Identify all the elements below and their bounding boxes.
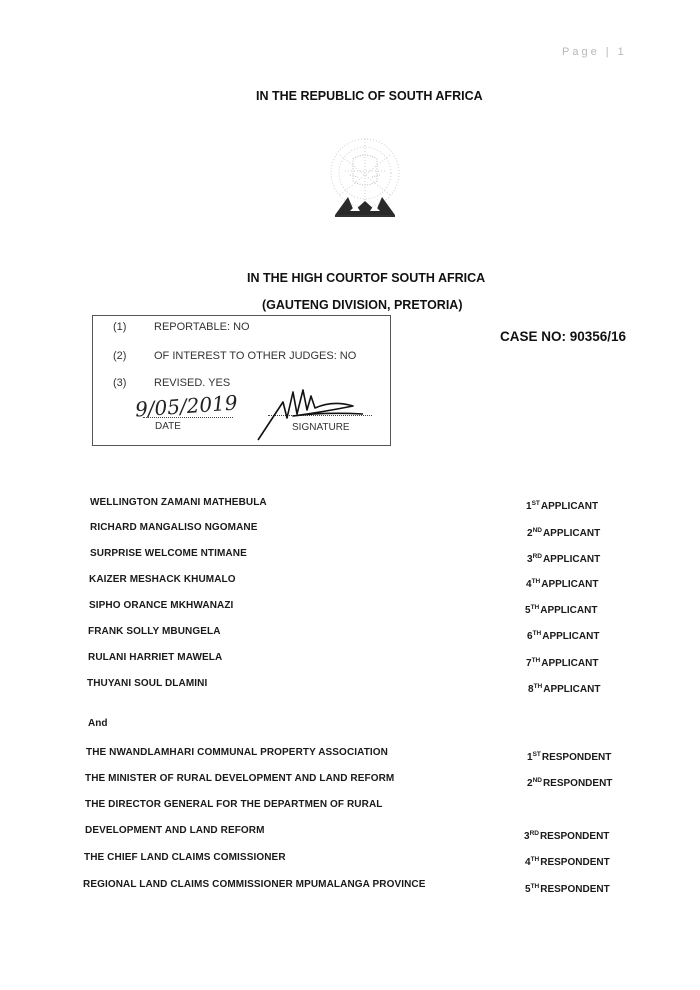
republic-heading: IN THE REPUBLIC OF SOUTH AFRICA bbox=[256, 89, 483, 103]
signature-label: SIGNATURE bbox=[292, 422, 350, 433]
reportable-box bbox=[92, 315, 391, 446]
applicant-role: 2NDAPPLICANT bbox=[527, 527, 601, 539]
applicant-role: 5THAPPLICANT bbox=[525, 604, 598, 616]
respondent-role: 2NDRESPONDENT bbox=[527, 777, 613, 789]
item-text: OF INTEREST TO OTHER JUDGES: NO bbox=[154, 350, 357, 362]
division-heading: (GAUTENG DIVISION, PRETORIA) bbox=[262, 298, 463, 312]
applicant-role: 3RDAPPLICANT bbox=[527, 553, 601, 565]
signature-icon bbox=[253, 382, 373, 442]
applicant-name: KAIZER MESHACK KHUMALO bbox=[89, 574, 236, 585]
date-label: DATE bbox=[155, 421, 181, 432]
respondent-name: THE NWANDLAMHARI COMMUNAL PROPERTY ASSOCIATION bbox=[86, 747, 389, 758]
respondent-name: REGIONAL LAND CLAIMS COMMISSIONER MPUMALANGA PROVINCE bbox=[83, 879, 426, 890]
applicant-role: 8THAPPLICANT bbox=[528, 683, 601, 695]
item-number: (1) bbox=[113, 321, 127, 333]
item-number: (2) bbox=[113, 350, 127, 362]
date-line bbox=[143, 417, 233, 418]
applicant-name: WELLINGTON ZAMANI MATHEBULA bbox=[90, 497, 267, 508]
page-number: Page | 1 bbox=[562, 46, 627, 58]
applicant-role: 6THAPPLICANT bbox=[527, 630, 600, 642]
applicant-name: RULANI HARRIET MAWELA bbox=[88, 652, 223, 663]
and-separator: And bbox=[88, 718, 108, 729]
item-text: REPORTABLE: NO bbox=[154, 321, 250, 333]
applicant-name: THUYANI SOUL DLAMINI bbox=[87, 678, 208, 689]
item-text: REVISED. YES bbox=[154, 377, 231, 389]
applicant-name: FRANK SOLLY MBUNGELA bbox=[88, 626, 221, 637]
case-number: CASE NO: 90356/16 bbox=[500, 329, 627, 344]
respondent-role: 3RDRESPONDENT bbox=[524, 830, 610, 842]
applicant-role: 4THAPPLICANT bbox=[526, 578, 599, 590]
respondent-name: THE MINISTER OF RURAL DEVELOPMENT AND LAND REFORM bbox=[85, 773, 395, 784]
respondent-role: 4THRESPONDENT bbox=[525, 856, 610, 868]
handwritten-date: 9/05/2019 bbox=[134, 390, 239, 422]
respondent-role: 1STRESPONDENT bbox=[527, 751, 612, 763]
court-heading: IN THE HIGH COURTOF SOUTH AFRICA bbox=[247, 271, 486, 285]
respondent-name: THE DIRECTOR GENERAL FOR THE DEPARTMEN OF RURAL bbox=[85, 799, 383, 810]
applicant-name: RICHARD MANGALISO NGOMANE bbox=[90, 522, 258, 533]
applicant-role: 1STAPPLICANT bbox=[526, 500, 599, 512]
coat-of-arms-icon bbox=[320, 125, 410, 235]
item-number: (3) bbox=[113, 377, 127, 389]
respondent-name: THE CHIEF LAND CLAIMS COMISSIONER bbox=[84, 852, 286, 863]
applicant-role: 7THAPPLICANT bbox=[526, 657, 599, 669]
respondent-name: DEVELOPMENT AND LAND REFORM bbox=[85, 825, 265, 836]
applicant-name: SURPRISE WELCOME NTIMANE bbox=[90, 548, 247, 559]
applicant-name: SIPHO ORANCE MKHWANAZI bbox=[89, 600, 234, 611]
respondent-role: 5THRESPONDENT bbox=[525, 883, 610, 895]
